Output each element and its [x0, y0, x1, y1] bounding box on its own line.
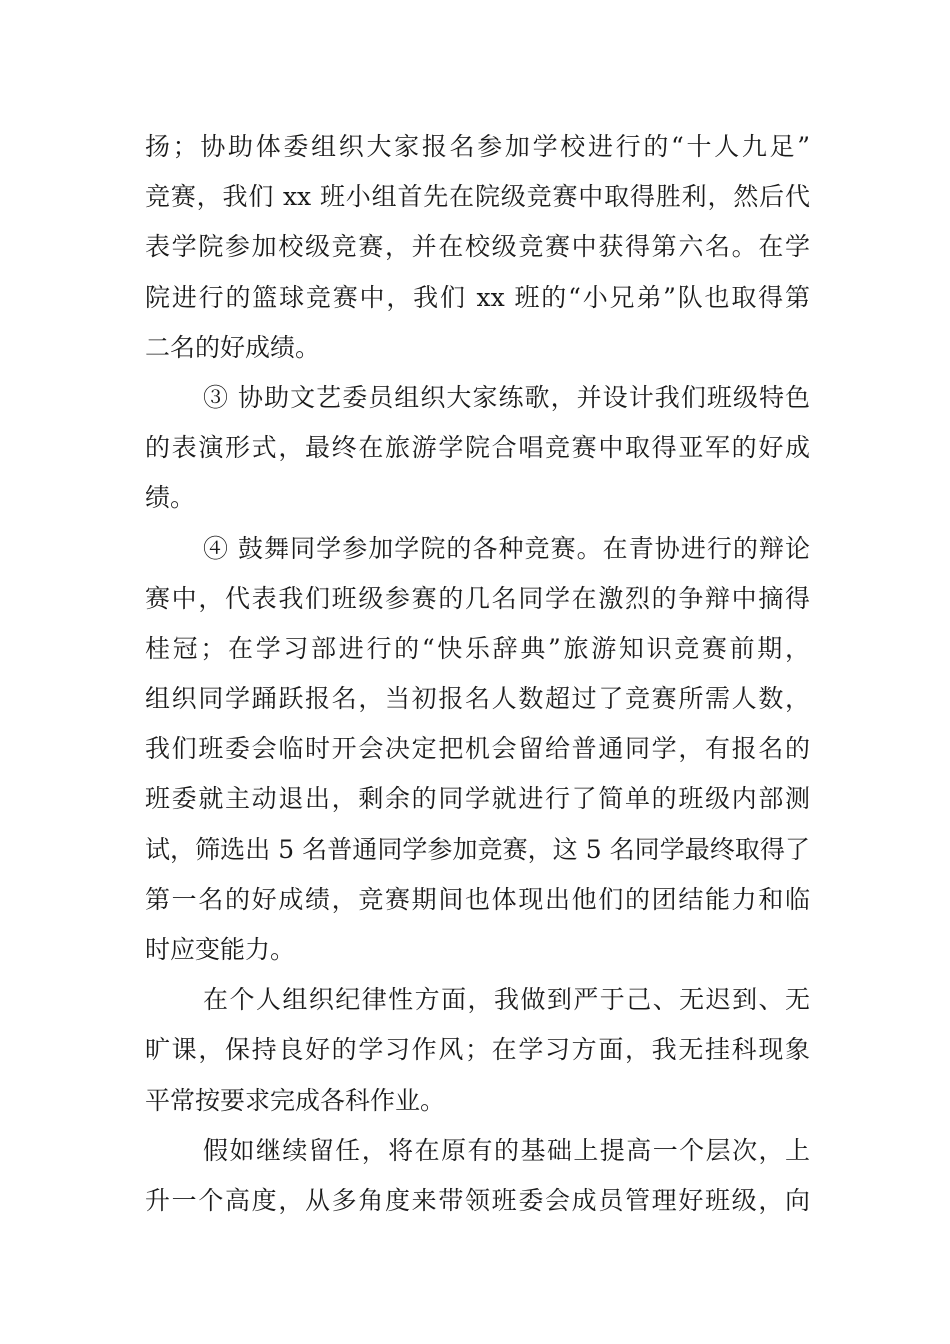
text-line: 的表演形式，最终在旅游学院合唱竞赛中取得亚军的好成: [145, 433, 810, 463]
text-line: 组织同学踊跃报名，当初报名人数超过了竞赛所需人数，: [145, 684, 810, 714]
text-line: 二名的好成绩。: [145, 332, 321, 362]
text-line: 旷课，保持良好的学习作风；在学习方面，我无挂科现象: [145, 1035, 810, 1065]
text-line: 我们班委会临时开会决定把机会留给普通同学，有报名的: [145, 734, 810, 764]
text-line: 升一个高度，从多角度来带领班委会成员管理好班级，向: [145, 1185, 810, 1215]
text-line: 时应变能力。: [145, 935, 296, 964]
paragraph: [145, 373, 810, 524]
text-line: 在个人组织纪律性方面，我做到严于己、无迟到、无: [203, 985, 810, 1015]
document-body: [145, 122, 810, 1226]
text-line: 绩。: [145, 483, 196, 513]
text-line: 扬；协助体委组织大家报名参加学校进行的“十人九足”: [145, 132, 810, 161]
paragraph: [145, 122, 810, 373]
text-line: 赛中，代表我们班级参赛的几名同学在激烈的争辩中摘得: [145, 583, 810, 613]
text-line: 表学院参加校级竞赛，并在校级竞赛中获得第六名。在学: [145, 232, 810, 262]
text-line: 竞赛，我们 xx 班小组首先在院级竞赛中取得胜利，然后代: [145, 182, 810, 212]
text-line: 平常按要求完成各科作业。: [145, 1085, 446, 1115]
text-line: 假如继续留任，将在原有的基础上提高一个层次，上: [203, 1135, 810, 1165]
paragraph: [145, 524, 810, 976]
paragraph: [145, 1126, 810, 1226]
text-line: 桂冠；在学习部进行的“快乐辞典”旅游知识竞赛前期，: [145, 633, 810, 663]
text-line: 院进行的篮球竞赛中，我们 xx 班的“小兄弟”队也取得第: [145, 282, 810, 312]
paragraph: [145, 975, 810, 1126]
text-line: 班委就主动退出，剩余的同学就进行了简单的班级内部测: [145, 784, 810, 814]
text-line: ③ 协助文艺委员组织大家练歌，并设计我们班级特色: [203, 382, 810, 412]
text-line: ④ 鼓舞同学参加学院的各种竞赛。在青协进行的辩论: [203, 533, 810, 563]
text-line: 试，筛选出 5 名普通同学参加竞赛，这 5 名同学最终取得了: [145, 834, 810, 864]
text-line: 第一名的好成绩，竞赛期间也体现出他们的团结能力和临: [145, 884, 810, 914]
